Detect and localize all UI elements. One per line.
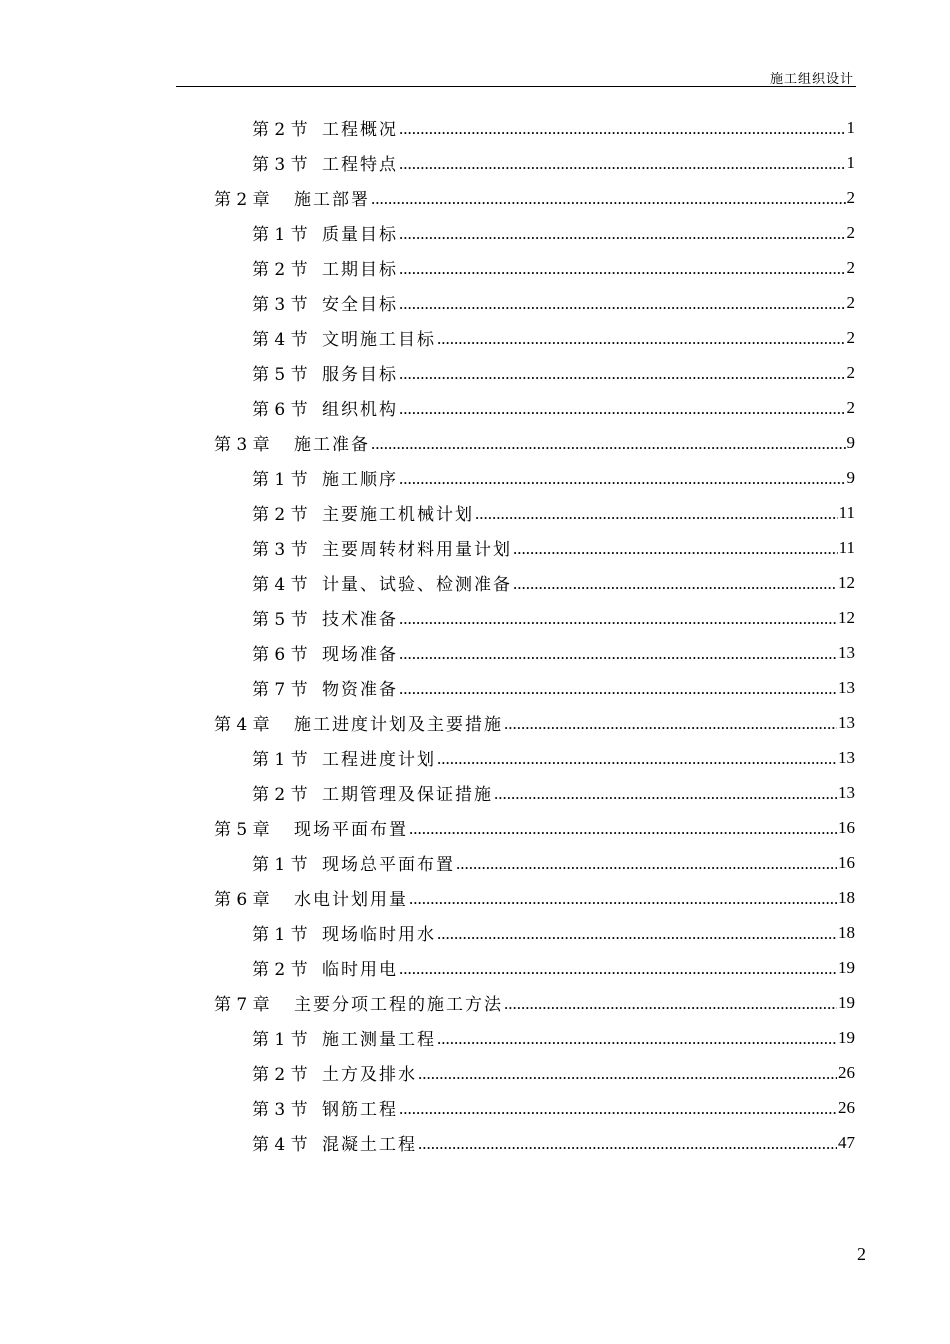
toc-entry-title: 混凝土工程 — [322, 1135, 417, 1155]
toc-section-entry[interactable] — [252, 495, 855, 530]
toc-entry-title: 水电计划用量 — [294, 890, 408, 910]
toc-entry-number: 第 4 节 — [252, 330, 308, 350]
toc-entry-number: 第 2 节 — [252, 1065, 308, 1085]
toc-entry-number: 第 3 章 — [214, 435, 270, 455]
toc-section-entry[interactable] — [252, 285, 855, 320]
toc-dot-leader — [399, 959, 837, 979]
toc-entry-page: 18 — [838, 922, 855, 942]
toc-chapter-entry[interactable] — [214, 705, 855, 740]
toc-dot-leader — [437, 749, 837, 769]
toc-dot-leader — [399, 609, 837, 629]
toc-section-entry[interactable] — [252, 110, 855, 145]
toc-section-entry[interactable] — [252, 600, 855, 635]
toc-entry-number: 第 6 节 — [252, 400, 308, 420]
toc-entry-page: 11 — [838, 537, 855, 557]
toc-section-entry[interactable] — [252, 670, 855, 705]
toc-entry-page: 19 — [838, 992, 855, 1012]
toc-dot-leader — [504, 994, 837, 1014]
toc-dot-leader — [418, 1134, 837, 1154]
toc-entry-title: 施工进度计划及主要措施 — [294, 715, 503, 735]
toc-section-entry[interactable] — [252, 1055, 855, 1090]
toc-entry-number: 第 6 章 — [214, 890, 270, 910]
toc-section-entry[interactable] — [252, 530, 855, 565]
toc-entry-title: 工期管理及保证措施 — [322, 785, 493, 805]
toc-chapter-entry[interactable] — [214, 810, 855, 845]
toc-entry-page: 2 — [846, 187, 855, 207]
toc-entry-number: 第 1 节 — [252, 855, 308, 875]
toc-chapter-entry[interactable] — [214, 425, 855, 460]
toc-entry-page: 16 — [838, 817, 855, 837]
toc-entry-number: 第 5 节 — [252, 365, 308, 385]
toc-entry-page: 1 — [846, 117, 855, 137]
page-number: 2 — [857, 1244, 866, 1264]
toc-entry-page: 19 — [838, 957, 855, 977]
toc-entry-number: 第 1 节 — [252, 925, 308, 945]
toc-entry-title: 临时用电 — [322, 960, 398, 980]
toc-dot-leader — [437, 924, 837, 944]
toc-entry-number: 第 2 节 — [252, 260, 308, 280]
toc-entry-number: 第 2 节 — [252, 120, 308, 140]
toc-entry-number: 第 1 节 — [252, 225, 308, 245]
toc-dot-leader — [513, 539, 838, 559]
toc-entry-page: 9 — [846, 467, 855, 487]
toc-dot-leader — [399, 679, 837, 699]
toc-dot-leader — [504, 714, 837, 734]
toc-section-entry[interactable] — [252, 215, 855, 250]
toc-dot-leader — [399, 259, 846, 279]
toc-entry-number: 第 7 章 — [214, 995, 270, 1015]
toc-entry-number: 第 3 节 — [252, 540, 308, 560]
toc-entry-title: 现场准备 — [322, 645, 398, 665]
toc-entry-title: 施工测量工程 — [322, 1030, 436, 1050]
toc-dot-leader — [399, 364, 846, 384]
toc-dot-leader — [371, 189, 846, 209]
toc-section-entry[interactable] — [252, 740, 855, 775]
toc-entry-page: 13 — [838, 642, 855, 662]
toc-section-entry[interactable] — [252, 1020, 855, 1055]
toc-dot-leader — [399, 644, 837, 664]
toc-entry-title: 文明施工目标 — [322, 330, 436, 350]
toc-section-entry[interactable] — [252, 635, 855, 670]
toc-entry-number: 第 7 节 — [252, 680, 308, 700]
toc-dot-leader — [437, 329, 846, 349]
toc-section-entry[interactable] — [252, 460, 855, 495]
toc-entry-title: 计量、试验、检测准备 — [322, 575, 512, 595]
toc-entry-number: 第 5 节 — [252, 610, 308, 630]
toc-section-entry[interactable] — [252, 950, 855, 985]
toc-entry-title: 组织机构 — [322, 400, 398, 420]
toc-entry-page: 2 — [846, 397, 855, 417]
toc-entry-number: 第 4 节 — [252, 575, 308, 595]
toc-entry-title: 物资准备 — [322, 680, 398, 700]
toc-entry-number: 第 1 节 — [252, 1030, 308, 1050]
toc-entry-page: 13 — [838, 677, 855, 697]
toc-section-entry[interactable] — [252, 1090, 855, 1125]
toc-section-entry[interactable] — [252, 145, 855, 180]
toc-dot-leader — [399, 154, 846, 174]
toc-entry-page: 9 — [846, 432, 855, 452]
toc-section-entry[interactable] — [252, 565, 855, 600]
toc-entry-title: 服务目标 — [322, 365, 398, 385]
toc-entry-title: 现场临时用水 — [322, 925, 436, 945]
toc-entry-number: 第 2 节 — [252, 785, 308, 805]
toc-entry-page: 13 — [838, 747, 855, 767]
toc-entry-number: 第 2 章 — [214, 190, 270, 210]
toc-dot-leader — [475, 504, 838, 524]
toc-entry-number: 第 1 节 — [252, 750, 308, 770]
toc-entry-title: 安全目标 — [322, 295, 398, 315]
toc-dot-leader — [399, 119, 846, 139]
toc-section-entry[interactable] — [252, 775, 855, 810]
toc-entry-page: 13 — [838, 712, 855, 732]
toc-entry-number: 第 6 节 — [252, 645, 308, 665]
toc-entry-page: 13 — [838, 782, 855, 802]
toc-dot-leader — [437, 1029, 837, 1049]
toc-dot-leader — [513, 574, 837, 594]
toc-entry-title: 施工顺序 — [322, 470, 398, 490]
toc-entry-page: 26 — [838, 1097, 855, 1117]
toc-chapter-entry[interactable] — [214, 985, 855, 1020]
toc-entry-title: 施工部署 — [294, 190, 370, 210]
toc-entry-page: 16 — [838, 852, 855, 872]
toc-entry-page: 2 — [846, 327, 855, 347]
toc-dot-leader — [456, 854, 837, 874]
toc-entry-title: 工期目标 — [322, 260, 398, 280]
toc-entry-title: 施工准备 — [294, 435, 370, 455]
toc-section-entry[interactable] — [252, 250, 855, 285]
toc-entry-page: 12 — [838, 572, 855, 592]
toc-entry-number: 第 4 章 — [214, 715, 270, 735]
toc-entry-page: 2 — [846, 222, 855, 242]
toc-chapter-entry[interactable] — [214, 880, 855, 915]
toc-dot-leader — [371, 434, 846, 454]
toc-entry-number: 第 1 节 — [252, 470, 308, 490]
toc-entry-title: 工程进度计划 — [322, 750, 436, 770]
header-rule — [176, 86, 856, 87]
toc-dot-leader — [409, 889, 837, 909]
toc-entry-title: 现场平面布置 — [294, 820, 408, 840]
toc-dot-leader — [399, 224, 846, 244]
toc-entry-page: 12 — [838, 607, 855, 627]
toc-dot-leader — [399, 1099, 837, 1119]
toc-dot-leader — [494, 784, 837, 804]
header-title: 施工组织设计 — [769, 72, 854, 87]
toc-dot-leader — [399, 399, 846, 419]
toc-entry-number: 第 3 节 — [252, 155, 308, 175]
toc-dot-leader — [399, 469, 846, 489]
toc-dot-leader — [409, 819, 837, 839]
toc-entry-page: 26 — [838, 1062, 855, 1082]
toc-entry-title: 钢筋工程 — [322, 1100, 398, 1120]
toc-entry-title: 工程概况 — [322, 120, 398, 140]
toc-entry-page: 2 — [846, 362, 855, 382]
toc-entry-title: 主要施工机械计划 — [322, 505, 474, 525]
toc-entry-number: 第 3 节 — [252, 1100, 308, 1120]
toc-entry-title: 质量目标 — [322, 225, 398, 245]
toc-entry-page: 47 — [838, 1132, 855, 1152]
toc-entry-page: 1 — [846, 152, 855, 172]
toc-dot-leader — [418, 1064, 837, 1084]
toc-entry-title: 主要周转材料用量计划 — [322, 540, 512, 560]
toc-entry-page: 2 — [846, 257, 855, 277]
toc-entry-title: 主要分项工程的施工方法 — [294, 995, 503, 1015]
toc-chapter-entry[interactable] — [214, 180, 855, 215]
toc-section-entry[interactable] — [252, 390, 855, 425]
toc-entry-page: 19 — [838, 1027, 855, 1047]
toc-entry-number: 第 2 节 — [252, 960, 308, 980]
toc-entry-title: 土方及排水 — [322, 1065, 417, 1085]
toc-dot-leader — [399, 294, 846, 314]
toc-entry-number: 第 2 节 — [252, 505, 308, 525]
toc-entry-title: 工程特点 — [322, 155, 398, 175]
toc-entry-number: 第 4 节 — [252, 1135, 308, 1155]
toc-entry-page: 18 — [838, 887, 855, 907]
toc-entry-number: 第 5 章 — [214, 820, 270, 840]
toc-section-entry[interactable] — [252, 915, 855, 950]
toc-entry-title: 现场总平面布置 — [322, 855, 455, 875]
toc-section-entry[interactable] — [252, 1125, 855, 1160]
toc-entry-page: 11 — [838, 502, 855, 522]
toc-section-entry[interactable] — [252, 320, 855, 355]
toc-entry-number: 第 3 节 — [252, 295, 308, 315]
toc-section-entry[interactable] — [252, 845, 855, 880]
toc-entry-title: 技术准备 — [322, 610, 398, 630]
toc-entry-page: 2 — [846, 292, 855, 312]
toc-section-entry[interactable] — [252, 355, 855, 390]
